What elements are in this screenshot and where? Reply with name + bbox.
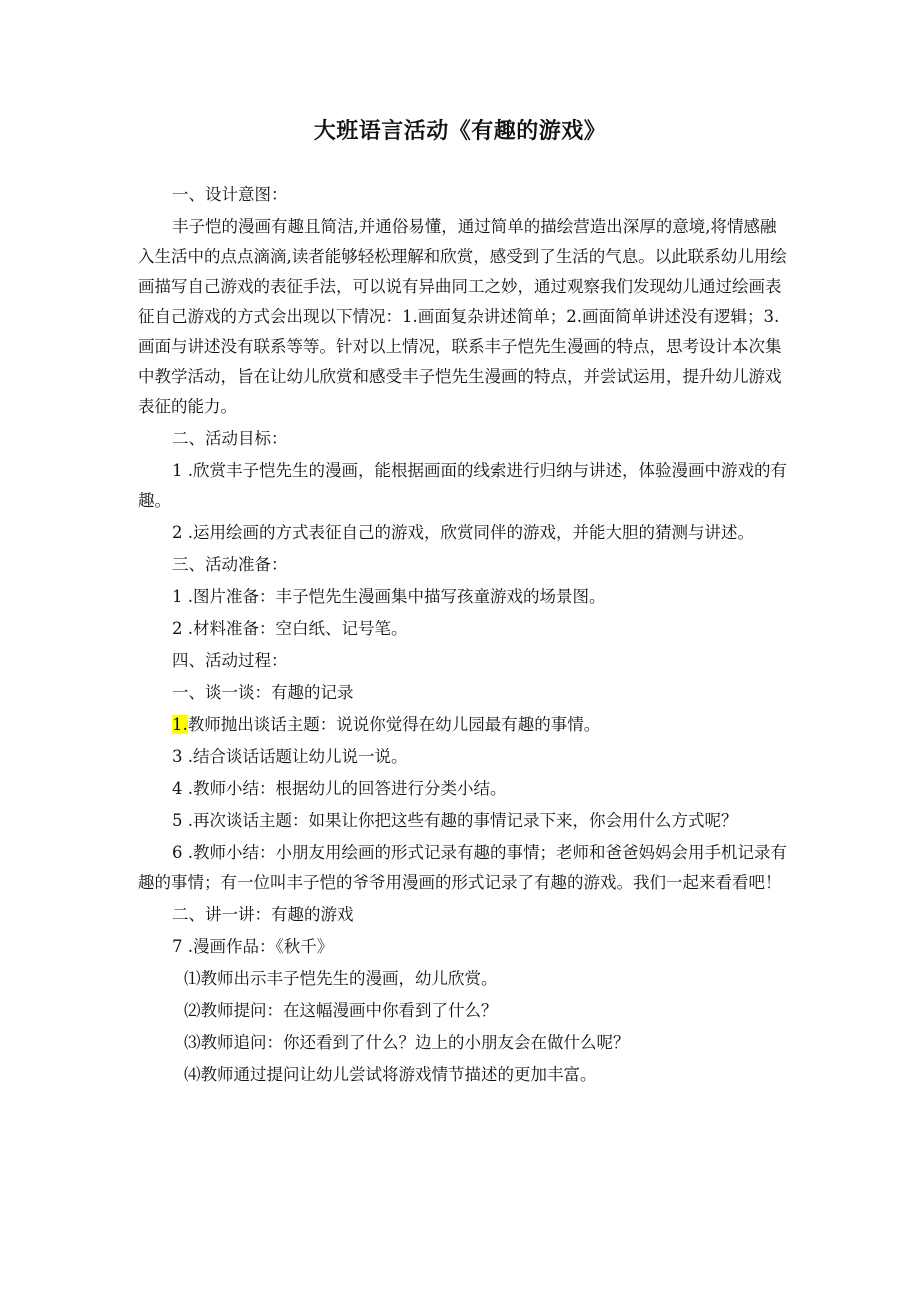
- sub-item-3: ⑶教师追问：你还看到了什么？边上的小朋友会在做什么呢？: [184, 1033, 630, 1052]
- sub-item-1: ⑴教师出示丰子恺先生的漫画，幼儿欣赏。: [184, 969, 498, 988]
- process-item-7: 7 .漫画作品：《秋千》: [172, 937, 334, 956]
- highlighted-item-text: 教师抛出谈话主题：说说你觉得在幼儿园最有趣的事情。: [187, 715, 601, 734]
- document-title: 大班语言活动《有趣的游戏》: [313, 119, 607, 144]
- sub-item-2: ⑵教师提问：在这幅漫画中你看到了什么？: [184, 1001, 498, 1020]
- preparation-item-2: 2 .材料准备：空白纸、记号笔。: [172, 619, 408, 638]
- process-item-highlighted: [138, 710, 790, 740]
- goal-item-1: 1 .欣赏丰子恺先生的漫画，能根据画面的线索进行归纳与讲述，体验漫画中游戏的有趣。: [138, 461, 787, 510]
- goal-item-2: 2 .运用绘画的方式表征自己的游戏，欣赏同伴的游戏，并能大胆的猜测与讲述。: [172, 523, 754, 542]
- process-item-6: 6 .教师小结：小朋友用绘画的形式记录有趣的事情；老师和爸爸妈妈会用手机记录有趣的事情；有一位叫丰子恺的爷爷用漫画的形式记录了有趣的游戏。我们一起来看看吧！: [138, 843, 787, 892]
- process-step-tell: 二、讲一讲：有趣的游戏: [172, 905, 354, 924]
- highlight-marker: 1.: [172, 715, 188, 734]
- document-body: [138, 180, 790, 1092]
- process-item-4: 4 .教师小结：根据幼儿的回答进行分类小结。: [172, 779, 507, 798]
- section-heading-preparation: 三、活动准备：: [172, 555, 288, 574]
- process-item-3: 3 .结合谈话话题让幼儿说一说。: [172, 747, 408, 766]
- process-item-5: 5 .再次谈话主题：如果让你把这些有趣的事情记录下来，你会用什么方式呢？: [172, 811, 738, 830]
- section-heading-goals: 二、活动目标：: [172, 429, 288, 448]
- section-heading-process: 四、活动过程：: [172, 651, 288, 670]
- paragraph-design-intent: 丰子恺的漫画有趣且简洁,并通俗易懂，通过简单的描绘营造出深厚的意境,将情感融入生活中的点点滴滴,读者能够轻松理解和欣赏，感受到了生活的气息。以此联系幼儿用绘画描写自己游戏的表征手法，可以说有异曲同工之妙，通过观察我们发现幼儿通过绘画表征自己游戏的方式会出现以下情况：1.画面复杂讲述简单；2.画面简单讲述没有逻辑；3.画面与讲述没有联系等等。针对以上情况，联系丰子恺先生漫画的特点，思考设计本次集中教学活动，旨在让幼儿欣赏和感受丰子恺先生漫画的特点，并尝试运用，提升幼儿游戏表征的能力。: [138, 217, 787, 416]
- process-step-talk: 一、谈一谈：有趣的记录: [172, 683, 354, 702]
- sub-item-4: ⑷教师通过提问让幼儿尝试将游戏情节描述的更加丰富。: [184, 1065, 597, 1084]
- preparation-item-1: 1 .图片准备：丰子恺先生漫画集中描写孩童游戏的场景图。: [172, 587, 606, 606]
- section-heading-design-intent: 一、设计意图：: [172, 185, 288, 204]
